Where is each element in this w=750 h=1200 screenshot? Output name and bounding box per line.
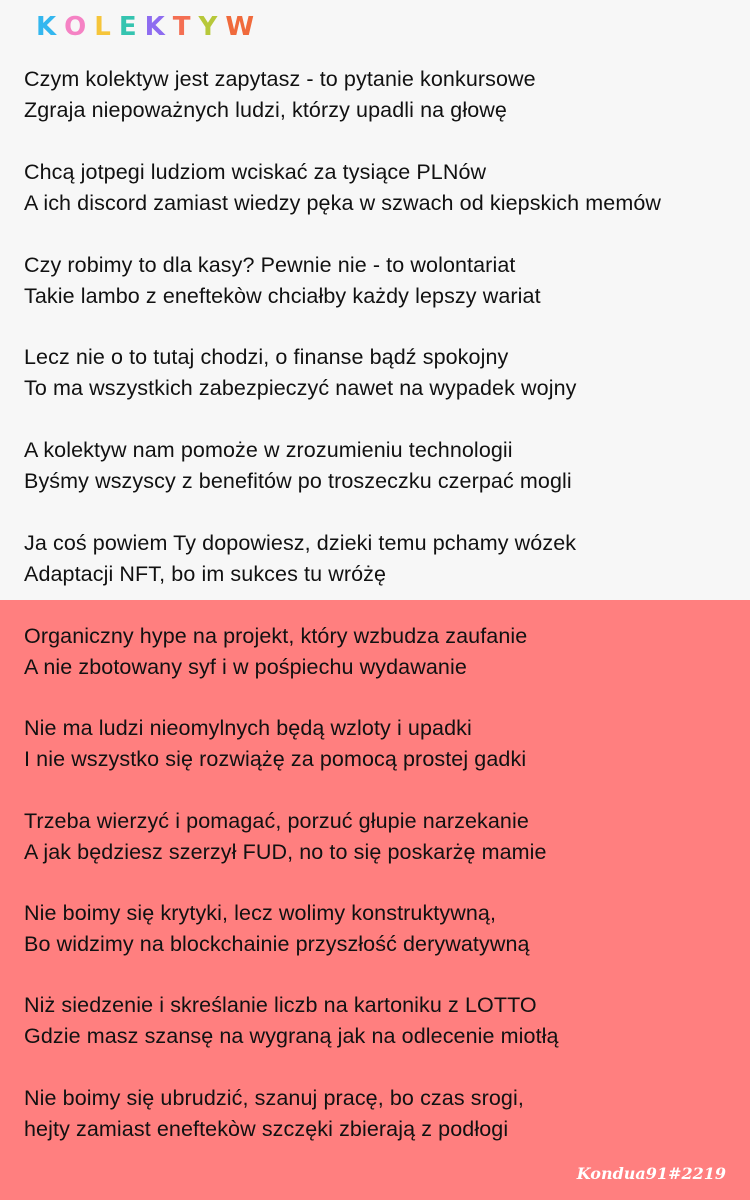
poem-line: Nie boimy się ubrudzić, szanuj pracę, bo czas srogi, bbox=[24, 1086, 524, 1110]
poem-line: Byśmy wszyscy z benefitów po troszeczku czerpać mogli bbox=[24, 469, 572, 493]
poem-line: hejty zamiast eneftekòw szczęki zbierają z podłogi bbox=[24, 1117, 509, 1141]
poem-line: Trzeba wierzyć i pomagać, porzuć głupie narzekanie bbox=[24, 809, 529, 833]
poem-line: Niż siedzenie i skreślanie liczb na kartoniku z LOTTO bbox=[24, 993, 537, 1017]
poem-line: Czym kolektyw jest zapytasz - to pytanie konkursowe bbox=[24, 67, 536, 91]
poem-line: Bo widzimy na blockchainie przyszłość derywatywną bbox=[24, 932, 530, 956]
logo-letter: L bbox=[94, 12, 119, 42]
poem-line: Organiczny hype na projekt, który wzbudza zaufanie bbox=[24, 624, 528, 648]
logo-letter: E bbox=[118, 12, 145, 42]
poem-line: Lecz nie o to tutaj chodzi, o finanse bądź spokojny bbox=[24, 345, 509, 369]
stanza-9 bbox=[24, 806, 744, 868]
poem-line: I nie wszystko się rozwiążę za pomocą prostej gadki bbox=[24, 747, 527, 771]
kolektyw-logo bbox=[36, 12, 262, 42]
poem-line: Czy robimy to dla kasy? Pewnie nie - to wolontariat bbox=[24, 253, 516, 277]
stanza-10 bbox=[24, 898, 744, 960]
poem-line: A kolektyw nam pomoże w zrozumieniu technologii bbox=[24, 438, 513, 462]
poem-line: To ma wszystkich zabezpieczyć nawet na wypadek wojny bbox=[24, 376, 577, 400]
logo-letter: Y bbox=[198, 12, 226, 42]
poem-line: Nie ma ludzi nieomylnych będą wzloty i upadki bbox=[24, 716, 472, 740]
poem-line: Zgraja niepoważnych ludzi, którzy upadli na głowę bbox=[24, 98, 507, 122]
stanza-2 bbox=[24, 157, 744, 219]
logo-letter: W bbox=[225, 12, 263, 42]
poem-line: Chcą jotpegi ludziom wciskać za tysiące PLNów bbox=[24, 160, 487, 184]
logo-letter: T bbox=[172, 12, 199, 42]
logo-letter: K bbox=[144, 12, 173, 42]
poem-line: Takie lambo z eneftekòw chciałby każdy lepszy wariat bbox=[24, 284, 541, 308]
stanza-1 bbox=[24, 64, 744, 126]
poem-line: Gdzie masz szansę na wygraną jak na odlecenie miotłą bbox=[24, 1024, 559, 1048]
stanza-8 bbox=[24, 713, 744, 775]
stanza-12 bbox=[24, 1083, 744, 1145]
logo-letter: K bbox=[36, 12, 65, 42]
poem-line: A nie zbotowany syf i w pośpiechu wydawanie bbox=[24, 655, 467, 679]
stanza-11 bbox=[24, 990, 744, 1052]
logo-letter: O bbox=[64, 12, 95, 42]
poem-line: A jak będziesz szerzył FUD, no to się poskarżę mamie bbox=[24, 840, 547, 864]
poem-line: Nie boimy się krytyki, lecz wolimy konstruktywną, bbox=[24, 901, 497, 925]
poem-line: Ja coś powiem Ty dopowiesz, dzieki temu pchamy wózek bbox=[24, 531, 577, 555]
stanza-6 bbox=[24, 528, 744, 590]
author-signature: Kondua91#2219 bbox=[576, 1164, 726, 1183]
stanza-7 bbox=[24, 621, 744, 683]
stanza-5 bbox=[24, 435, 744, 497]
stanza-4 bbox=[24, 342, 744, 404]
poem-line: A ich discord zamiast wiedzy pęka w szwach od kiepskich memów bbox=[24, 191, 662, 215]
stanza-3 bbox=[24, 250, 744, 312]
poem-line: Adaptacji NFT, bo im sukces tu wróżę bbox=[24, 562, 387, 586]
